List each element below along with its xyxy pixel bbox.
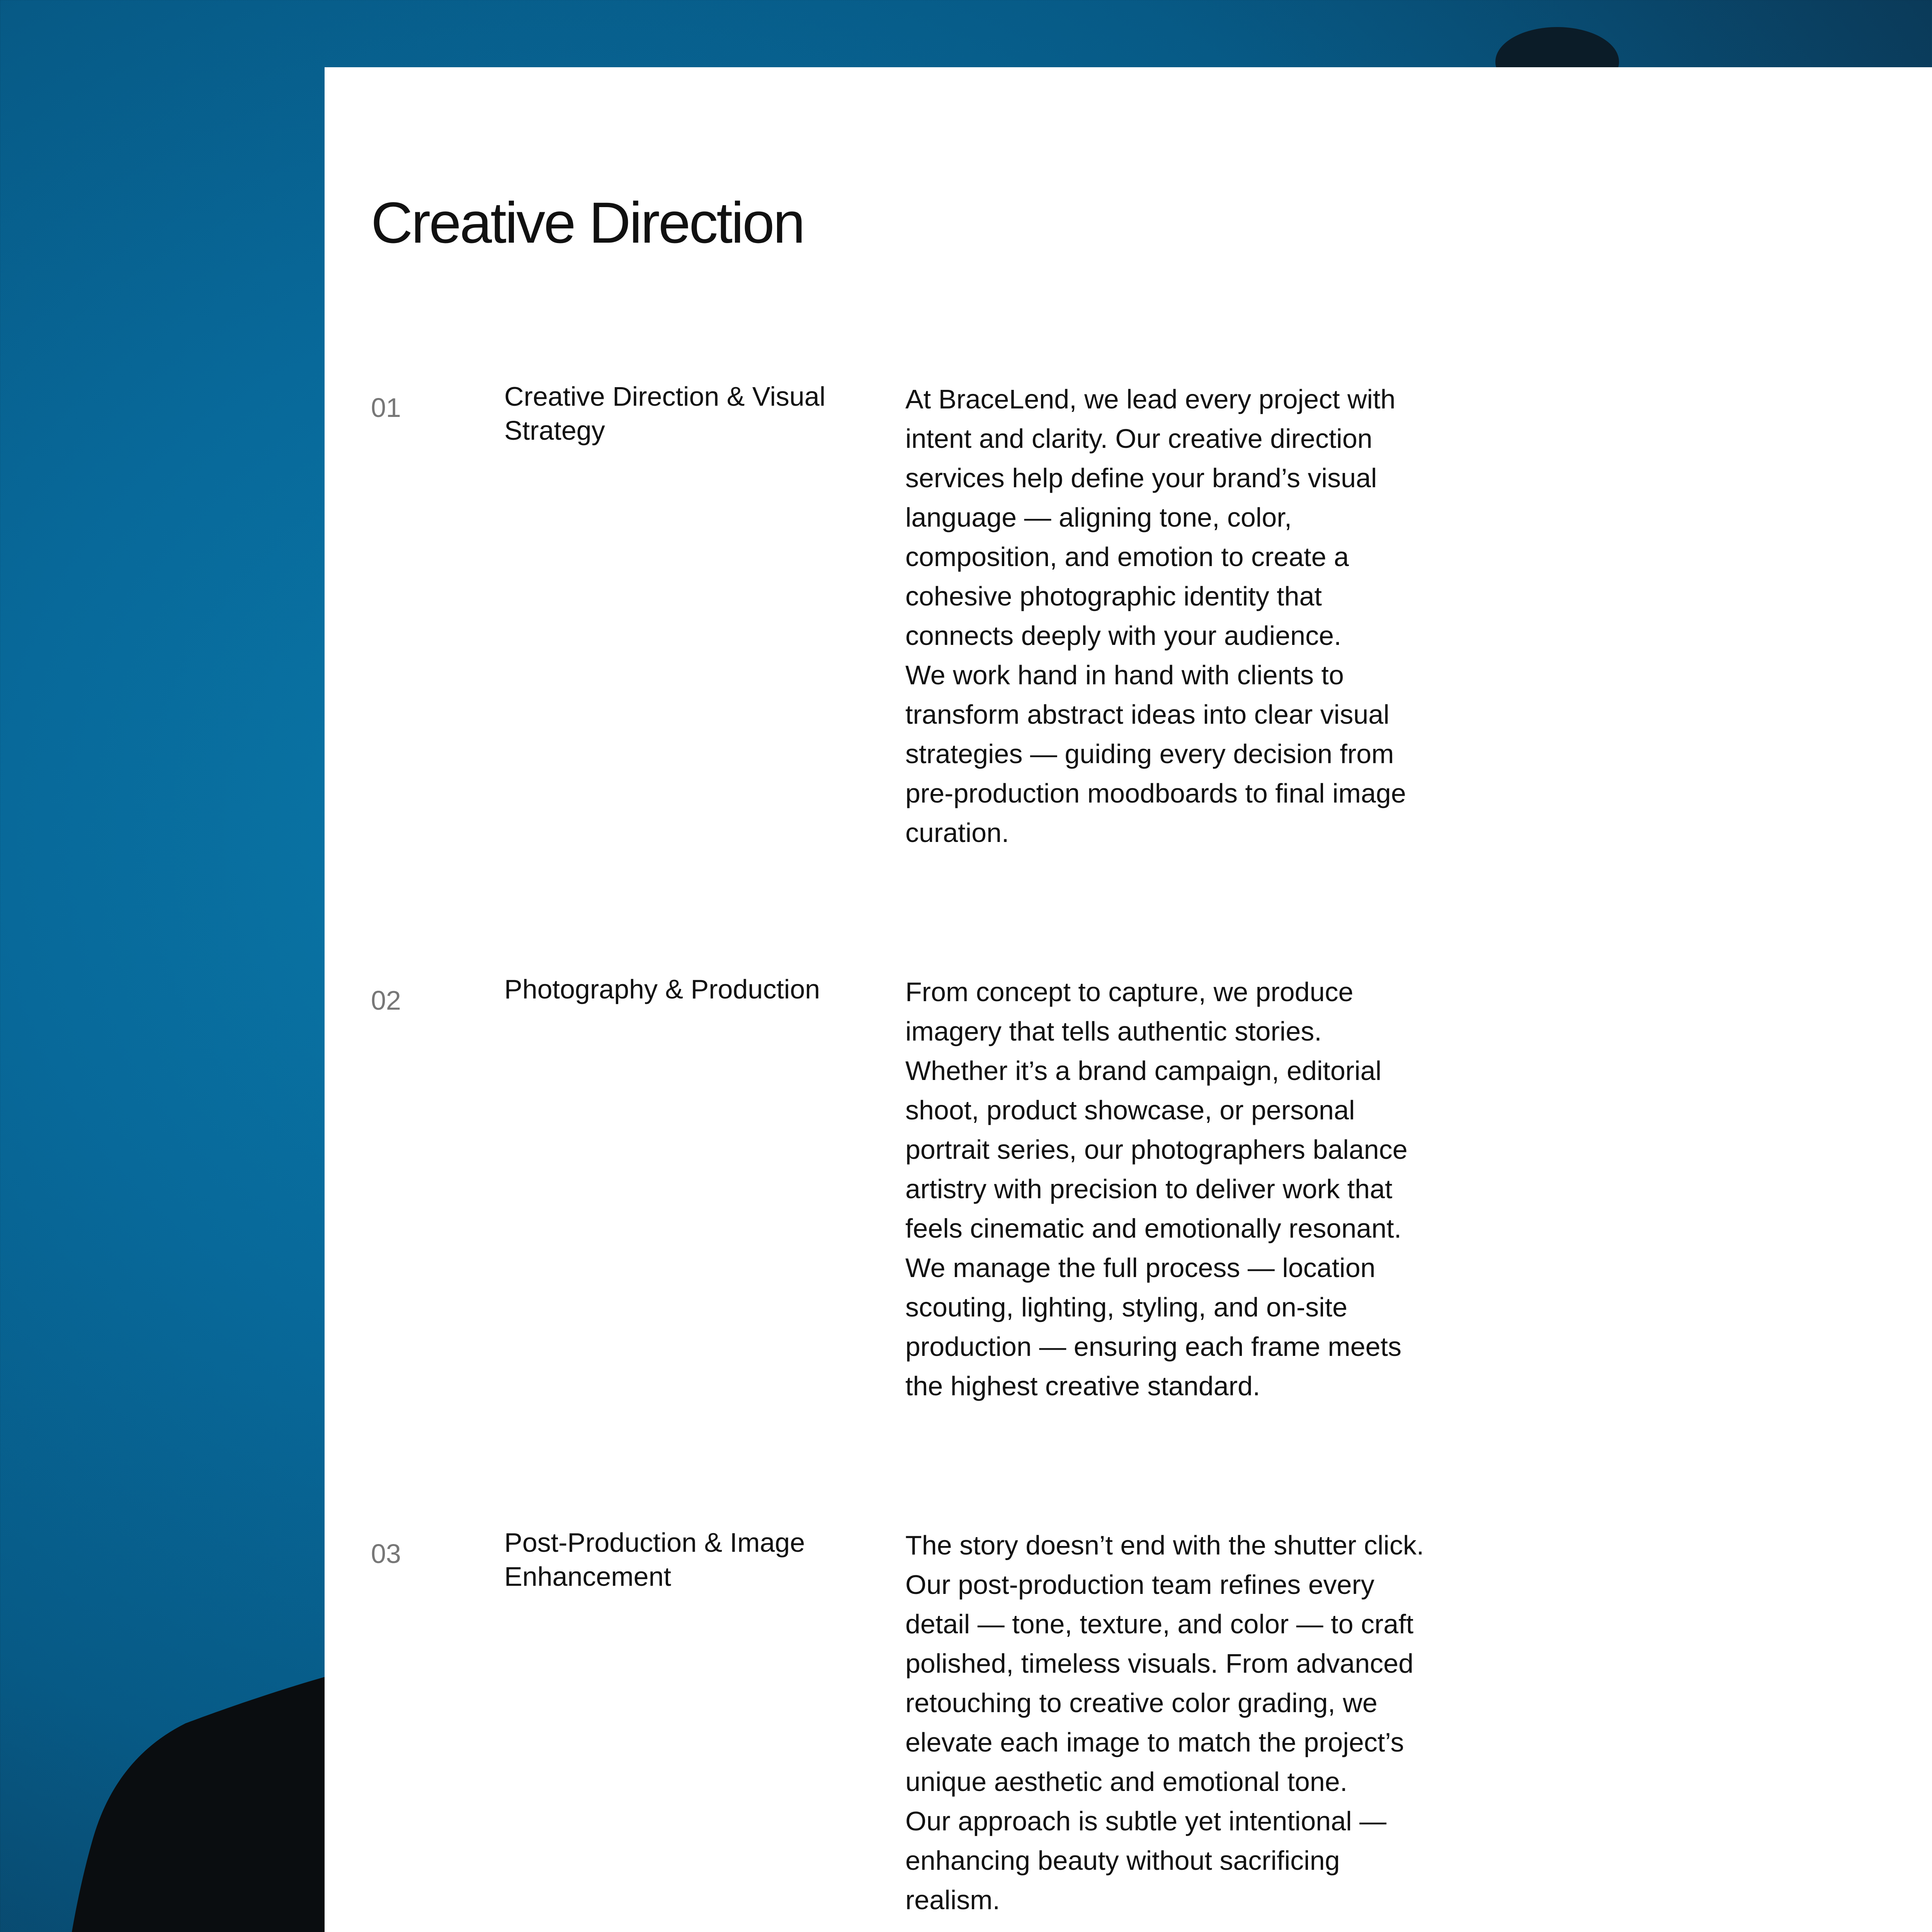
service-name: Creative Direction & Visual Strategy — [504, 381, 826, 446]
page-title: Creative Direction — [371, 190, 804, 255]
service-description — [905, 1526, 1431, 1920]
service-description — [905, 972, 1431, 1406]
service-description-paragraph: From concept to capture, we produce imagery that tells authentic stories. Whether it’s a brand campaign, editorial shoot, product showcase, or personal portrait series, our photographers balance artistry with precision to deliver work that feels cinematic and emotionally resonant. — [905, 977, 1408, 1243]
service-description-paragraph: At BraceLend, we lead every project with intent and clarity. Our creative direction services help define your brand’s visual language — aligning tone, color, composition, and emotion to create a cohesive photographic identity that connects deeply with your audience. — [905, 384, 1396, 651]
services-panel — [325, 67, 1932, 1932]
service-description — [905, 379, 1431, 852]
service-description-paragraph: We manage the full process — location scouting, lighting, styling, and on-site production — ensuring each frame meets the highest creative standard. — [905, 1253, 1401, 1401]
service-number: 03 — [371, 1539, 401, 1569]
service-name: Photography & Production — [504, 974, 820, 1004]
service-number: 02 — [371, 985, 401, 1015]
service-name: Post-Production & Image Enhancement — [504, 1527, 805, 1592]
service-description-paragraph: Our approach is subtle yet intentional — enhancing beauty without sacrificing realism. — [905, 1806, 1387, 1915]
service-number: 01 — [371, 393, 401, 423]
service-description-paragraph: We work hand in hand with clients to transform abstract ideas into clear visual strategies — guiding every decision from pre-production moodboards to final image curation. — [905, 660, 1406, 848]
service-description-paragraph: The story doesn’t end with the shutter click. Our post-production team refines every detail — tone, texture, and color — to craft polished, timeless visuals. From advanced retouching to creative color grading, we elevate each image to match the project’s unique aesthetic and emotional tone. — [905, 1530, 1424, 1797]
